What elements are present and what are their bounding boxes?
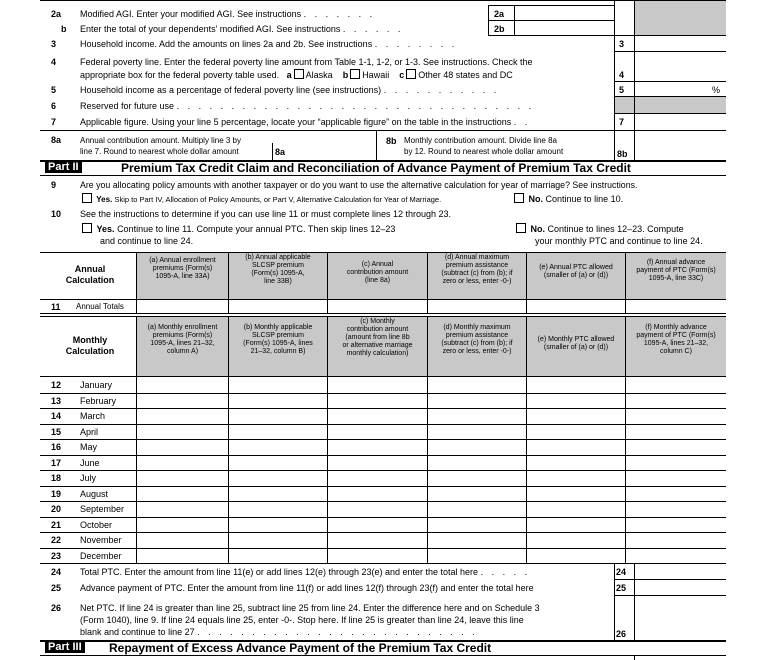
- line-9-no-text: Continue to line 10.: [545, 194, 624, 204]
- month-row-label: January: [80, 380, 113, 390]
- line-11b-input[interactable]: [229, 300, 326, 312]
- month-cell-a-input[interactable]: [137, 518, 227, 532]
- line-3-number: 3: [51, 39, 57, 49]
- month-cell-a-input[interactable]: [137, 533, 227, 547]
- monthly-col-c-header: (c) Monthly contribution amount (amount from line 8b or alternative marriage monthly calculation): [342, 318, 413, 357]
- month-row-label: August: [80, 488, 109, 499]
- line-9-yes-label: Yes.: [96, 195, 113, 204]
- line-2b-box-label: 2b: [494, 24, 505, 34]
- month-cell-a-input[interactable]: [137, 502, 227, 516]
- month-cell-f-input[interactable]: [626, 440, 725, 454]
- month-cell-c-input[interactable]: [328, 533, 426, 547]
- month-row-label: July: [80, 473, 97, 483]
- month-cell-d-input[interactable]: [428, 518, 525, 532]
- month-cell-f-input[interactable]: [626, 502, 725, 516]
- month-cell-a-input[interactable]: [137, 471, 227, 485]
- month-cell-d-input[interactable]: [428, 394, 525, 408]
- month-cell-b-input[interactable]: [229, 533, 326, 547]
- month-cell-b-input[interactable]: [229, 425, 326, 439]
- line-9-no-checkbox[interactable]: [514, 193, 524, 203]
- month-row-number: 22: [51, 535, 62, 545]
- line-26-text-2: (Form 1040), line 9. If line 24 equals line 25, enter -0-. Stop here. If line 25 is greater than line 24, leave this line: [80, 615, 524, 625]
- annual-col-b-header: (b) Annual applicable SLCSP premium (Form(s) 1095-A, line 33B): [245, 254, 311, 285]
- month-cell-b-input[interactable]: [229, 471, 326, 485]
- month-cell-c-input[interactable]: [328, 378, 426, 392]
- month-cell-e-input[interactable]: [527, 409, 624, 423]
- month-cell-b-input[interactable]: [229, 502, 326, 516]
- annual-label-1: Annual: [74, 264, 106, 274]
- month-row-number: 18: [51, 473, 62, 483]
- month-cell-f-input[interactable]: [626, 471, 725, 485]
- month-cell-d-input[interactable]: [428, 502, 525, 516]
- line-25-number: 25: [51, 583, 62, 593]
- part-3-title: Repayment of Excess Advance Payment of the Premium Tax Credit: [109, 641, 492, 655]
- month-cell-f-input[interactable]: [626, 533, 725, 547]
- month-cell-b-input[interactable]: [229, 518, 326, 532]
- line-10-yes-label: Yes.: [96, 224, 115, 234]
- line-9-yes-checkbox[interactable]: [82, 193, 92, 203]
- line-25-box-label: 25: [616, 583, 627, 593]
- line-5-number: 5: [51, 85, 57, 95]
- line-8a-number: 8a: [51, 135, 62, 145]
- annual-col-e-header: (e) Annual PTC allowed (smaller of (a) or (d)): [539, 264, 613, 279]
- line-3-box-label: 3: [619, 39, 625, 49]
- month-row-number: 12: [51, 380, 62, 390]
- part-3-tag: Part III: [45, 641, 85, 653]
- month-cell-f-input[interactable]: [626, 456, 725, 470]
- alaska-checkbox[interactable]: [294, 69, 304, 79]
- line-24-input[interactable]: [635, 564, 725, 578]
- month-cell-c-input[interactable]: [328, 518, 426, 532]
- line-11c-input[interactable]: [328, 300, 426, 312]
- month-cell-a-input[interactable]: [137, 456, 227, 470]
- line-3-text: Household income. Add the amounts on lines 2a and 2b. See instructions: [80, 39, 373, 49]
- month-row-label: March: [80, 411, 106, 421]
- line-8b-input[interactable]: [635, 144, 725, 159]
- month-row-label: February: [80, 395, 117, 406]
- line-5-percent: %: [712, 85, 721, 95]
- month-cell-a-input[interactable]: [137, 487, 227, 501]
- line-2a-box-label: 2a: [494, 9, 505, 19]
- line-7-number: 7: [51, 117, 57, 127]
- line-25-input[interactable]: [635, 580, 725, 594]
- month-cell-b-input[interactable]: [229, 549, 326, 563]
- month-cell-d-input[interactable]: [428, 487, 525, 501]
- month-cell-b-input[interactable]: [229, 378, 326, 392]
- month-cell-e-input[interactable]: [527, 502, 624, 516]
- month-cell-c-input[interactable]: [328, 502, 426, 516]
- month-cell-a-input[interactable]: [137, 394, 227, 408]
- line-7-text: Applicable figure. Using your line 5 percentage, locate your “applicable figure” on the table in the instructions: [80, 117, 512, 127]
- line-26-number: 26: [51, 603, 62, 613]
- line-4-text-1: Federal poverty line. Enter the federal poverty line amount from Table 1-1, 1-2, or 1-3. See instructions. Check the: [80, 57, 533, 67]
- line-8a-box-label: 8a: [275, 147, 286, 157]
- month-row-number: 19: [51, 488, 62, 499]
- line-8b-box-label: 8b: [617, 149, 628, 159]
- month-cell-f-input[interactable]: [626, 394, 725, 408]
- line-2a-text: Modified AGI. Enter your modified AGI. See instructions: [80, 9, 302, 19]
- monthly-col-b-header: (b) Monthly applicable SLCSP premium (Form(s) 1095-A, lines 21–32, column B): [243, 324, 313, 355]
- month-cell-c-input[interactable]: [328, 549, 426, 563]
- monthly-col-f-header: (f) Monthly advance payment of PTC (Form(s) 1095-A, lines 21–32, column C): [636, 324, 716, 355]
- line-8b-text-1: Monthly contribution amount. Divide line 8a: [404, 136, 557, 145]
- month-row-number: 23: [51, 550, 62, 561]
- month-cell-f-input[interactable]: [626, 425, 725, 439]
- line-10-yes-text-2: and continue to line 24.: [100, 236, 194, 246]
- hawaii-checkbox[interactable]: [350, 69, 360, 79]
- month-row-label: May: [80, 442, 98, 452]
- month-row-label: April: [80, 426, 99, 437]
- line-26-input[interactable]: [635, 624, 725, 639]
- month-cell-b-input[interactable]: [229, 440, 326, 454]
- month-cell-f-input[interactable]: [626, 518, 725, 532]
- line-10-text: See the instructions to determine if you can use line 11 or must complete lines 12 through 23.: [80, 209, 452, 219]
- line-4-input[interactable]: [635, 66, 725, 80]
- month-cell-c-input[interactable]: [328, 456, 426, 470]
- monthly-label-2: Calculation: [65, 346, 115, 356]
- month-cell-e-input[interactable]: [527, 487, 624, 501]
- hawaii-label: Hawaii: [362, 70, 390, 80]
- month-cell-d-input[interactable]: [428, 456, 525, 470]
- month-row-label: October: [80, 519, 113, 530]
- line-4a-letter: a: [286, 70, 292, 80]
- annual-col-a-header: (a) Annual enrollment premiums (Form(s) 1095-A, line 33A): [149, 257, 216, 280]
- month-cell-c-input[interactable]: [328, 471, 426, 485]
- line-24-box-label: 24: [616, 567, 627, 577]
- month-cell-b-input[interactable]: [229, 409, 326, 423]
- other-states-checkbox[interactable]: [406, 69, 416, 79]
- line-2a-number: 2a: [51, 9, 62, 19]
- line-7-input[interactable]: [635, 114, 725, 129]
- line-3-input[interactable]: [635, 36, 725, 52]
- month-cell-d-input[interactable]: [428, 471, 525, 485]
- month-row-label: November: [80, 535, 122, 545]
- month-cell-d-input[interactable]: [428, 409, 525, 423]
- month-cell-e-input[interactable]: [527, 440, 624, 454]
- line-11-number: 11: [51, 302, 61, 312]
- month-cell-e-input[interactable]: [527, 471, 624, 485]
- line-4-number: 4: [51, 57, 57, 67]
- line-24-text: Total PTC. Enter the amount from line 11(e) or add lines 12(e) through 23(e) and enter the total here: [80, 567, 479, 577]
- line-26-text-1: Net PTC. If line 24 is greater than line 25, subtract line 25 from line 24. Enter the difference here and on Schedule 3: [80, 603, 540, 613]
- month-cell-a-input[interactable]: [137, 378, 227, 392]
- month-cell-a-input[interactable]: [137, 549, 227, 563]
- month-cell-f-input[interactable]: [626, 409, 725, 423]
- annual-label-2: Calculation: [65, 275, 115, 285]
- line-2b-text: Enter the total of your dependents' modified AGI. See instructions: [80, 24, 341, 34]
- month-cell-a-input[interactable]: [137, 409, 227, 423]
- line-10-number: 10: [51, 209, 62, 219]
- line-6-text: Reserved for future use: [80, 101, 175, 111]
- line-8a-text-1: Annual contribution amount. Multiply line 3 by: [80, 136, 241, 145]
- month-cell-e-input[interactable]: [527, 549, 624, 563]
- annual-col-c-header: (c) Annual contribution amount (line 8a): [346, 261, 409, 284]
- line-5-text: Household income as a percentage of federal poverty line (see instructions): [80, 85, 382, 95]
- line-9-no-label: No.: [528, 194, 544, 204]
- line-4-text-2: appropriate box for the federal poverty table used.: [80, 70, 280, 80]
- line-11a-input[interactable]: [137, 300, 227, 312]
- line-11-text: Annual Totals: [76, 302, 124, 311]
- line-10-no-text-1: Continue to lines 12–23. Compute: [547, 224, 684, 234]
- month-cell-d-input[interactable]: [428, 440, 525, 454]
- line-10-yes-checkbox[interactable]: [82, 223, 92, 233]
- month-row-number: 13: [51, 395, 62, 406]
- month-cell-b-input[interactable]: [229, 456, 326, 470]
- line-8b-number: 8b: [386, 136, 397, 146]
- month-cell-e-input[interactable]: [527, 394, 624, 408]
- month-cell-e-input[interactable]: [527, 533, 624, 547]
- annual-col-d-header: (d) Annual maximum premium assistance (subtract (c) from (b); if zero or less, enter -0-): [441, 254, 513, 285]
- month-cell-a-input[interactable]: [137, 440, 227, 454]
- month-cell-a-input[interactable]: [137, 425, 227, 439]
- month-row-number: 20: [51, 504, 62, 514]
- month-cell-e-input[interactable]: [527, 378, 624, 392]
- line-9-number: 9: [51, 180, 57, 190]
- line-10-no-label: No.: [530, 224, 546, 234]
- month-cell-c-input[interactable]: [328, 487, 426, 501]
- line-5-box-label: 5: [619, 85, 625, 95]
- month-row-number: 15: [51, 426, 62, 437]
- line-9-yes-text: Skip to Part IV, Allocation of Policy Amounts, or Part V, Alternative Calculation for Year of Marriage.: [114, 195, 442, 204]
- line-25-text: Advance payment of PTC. Enter the amount from line 11(f) or add lines 12(f) through 23(f) and enter the total here: [80, 583, 534, 593]
- line-26-box-label: 26: [616, 629, 627, 639]
- row-divider: [40, 563, 726, 564]
- month-cell-c-input[interactable]: [328, 409, 426, 423]
- monthly-label-1: Monthly: [72, 335, 108, 345]
- month-cell-c-input[interactable]: [328, 425, 426, 439]
- month-row-label: September: [80, 504, 125, 514]
- month-cell-f-input[interactable]: [626, 378, 725, 392]
- line-10-yes-text-1: Continue to line 11. Compute your annual PTC. Then skip lines 12–23: [117, 224, 396, 234]
- line-5-input[interactable]: [635, 82, 711, 96]
- month-cell-c-input[interactable]: [328, 440, 426, 454]
- monthly-col-e-header: (e) Monthly PTC allowed (smaller of (a) or (d)): [537, 336, 615, 351]
- other-states-label: Other 48 states and DC: [418, 70, 513, 80]
- line-7-box-label: 7: [619, 117, 625, 127]
- line-9-text: Are you allocating policy amounts with another taxpayer or do you want to use the alternative calculation for year of marriage? See instructions.: [80, 180, 638, 190]
- month-row-number: 21: [51, 519, 62, 530]
- month-cell-d-input[interactable]: [428, 549, 525, 563]
- line-8b-text-2: by 12. Round to nearest whole dollar amount: [404, 147, 564, 156]
- line-2a-input[interactable]: [515, 6, 613, 20]
- month-cell-d-input[interactable]: [428, 378, 525, 392]
- month-cell-d-input[interactable]: [428, 425, 525, 439]
- line-24-number: 24: [51, 567, 62, 577]
- month-cell-b-input[interactable]: [229, 487, 326, 501]
- line-8a-text-2: line 7. Round to nearest whole dollar amount: [80, 147, 239, 156]
- line-11d-input[interactable]: [428, 300, 525, 312]
- monthly-col-a-header: (a) Monthly enrollment premiums (Form(s) 1095-A, lines 21–32, column A): [147, 324, 218, 355]
- month-cell-e-input[interactable]: [527, 518, 624, 532]
- month-cell-f-input[interactable]: [626, 549, 725, 563]
- line-8a-input[interactable]: [290, 143, 375, 159]
- line-11f-input[interactable]: [626, 300, 725, 312]
- line-4b-letter: b: [342, 70, 349, 80]
- part-2-title: Premium Tax Credit Claim and Reconciliation of Advance Payment of Premium Tax Credit: [121, 161, 631, 175]
- month-cell-e-input[interactable]: [527, 456, 624, 470]
- month-cell-d-input[interactable]: [428, 533, 525, 547]
- line-6-number: 6: [51, 101, 57, 111]
- month-row-number: 17: [51, 457, 62, 468]
- line-11e-input[interactable]: [527, 300, 624, 312]
- line-10-no-checkbox[interactable]: [516, 223, 526, 233]
- line-10-no-text-2: your monthly PTC and continue to line 24.: [535, 236, 703, 246]
- line-4c-letter: c: [399, 70, 405, 80]
- month-cell-f-input[interactable]: [626, 487, 725, 501]
- line-2b-input[interactable]: [515, 21, 613, 35]
- line-4-box-label: 4: [619, 70, 625, 80]
- month-row-label: December: [80, 550, 122, 561]
- alaska-label: Alaska: [305, 70, 333, 80]
- line-26-text-3: blank and continue to line 27: [80, 627, 195, 637]
- monthly-col-d-header: (d) Monthly maximum premium assistance (subtract (c) from (b); if zero or less, enter -0-): [441, 324, 513, 355]
- part-2-tag: Part II: [45, 161, 82, 173]
- month-row-number: 16: [51, 442, 62, 452]
- month-cell-b-input[interactable]: [229, 394, 326, 408]
- annual-col-f-header: (f) Annual advance payment of PTC (Form(s) 1095-A, line 33C): [636, 259, 716, 282]
- month-cell-c-input[interactable]: [328, 394, 426, 408]
- month-row-label: June: [80, 457, 100, 468]
- month-cell-e-input[interactable]: [527, 425, 624, 439]
- line-2b-number: b: [61, 24, 67, 34]
- month-row-number: 14: [51, 411, 62, 421]
